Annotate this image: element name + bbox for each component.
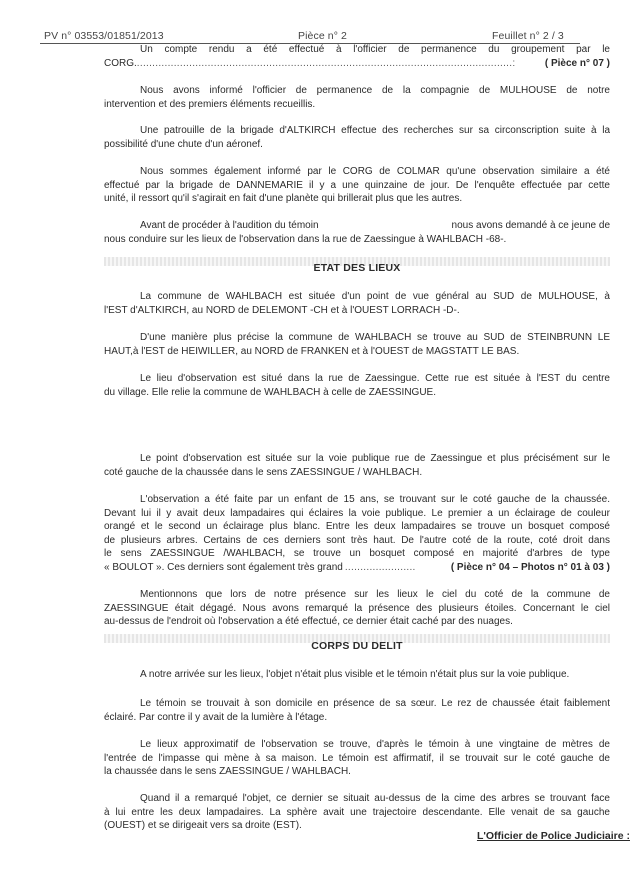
piece-reference: ( Pièce n° 07 )	[544, 57, 610, 69]
paragraph-point-observation	[104, 452, 610, 479]
sheet-number: Feuillet n° 2 / 3	[492, 30, 564, 42]
paragraph-objet-trajectoire	[104, 792, 610, 833]
text-line: à lui entre les deux lampadaires. La sphère avait une trajectoire descendante. Elle venait de sa gauche	[104, 806, 610, 818]
text-line: L'observation a été faite par un enfant de 15 ans, se trouvant sur le coté gauche de la chaussée.	[140, 494, 610, 505]
text-line: possibilité d'une chute d'un aéronef.	[104, 138, 263, 150]
text-line	[104, 219, 610, 233]
text-line: l'entrée de l'impasse qui mène à sa maison. Le témoin est affirmatif, il se trouvait sur le coté gauche de	[104, 752, 610, 764]
text-line: Le témoin se trouvait à son domicile en présence de sa sœur. Le rez de chaussée était faiblement	[140, 698, 610, 709]
text-line: Nous sommes également informé par le CORG de COLMAR qu'une observation similaire a été	[140, 166, 610, 177]
text-line: Devant lui il y avait deux lampadaires qui éclaires la voie publique. Le premier a un éclairage de couleur	[104, 507, 610, 519]
paragraph-commune-precise	[104, 331, 610, 358]
text-line: ZAESSINGUE était dégagé. Nous avons remarqué la présence des plusieurs étoiles. Concernant le ciel	[104, 602, 610, 614]
text-line: l'EST d'ALTKIRCH, au NORD de DELEMONT -CH et à l'OUEST LORRACH -D-.	[104, 304, 460, 316]
text-line: Le point d'observation est située sur la voie publique rue de Zaessingue et plus précisément sur le	[140, 453, 610, 464]
text-line: nous conduire sur les lieux de l'observation dans la rue de Zaessingue à WAHLBACH -68-.	[104, 233, 507, 245]
text-line: orangé et le second un éclairage plus blanc. Entre les deux lampadaires se trouve un bosquet composé	[104, 521, 610, 532]
text-line: coté gauche de la chaussée dans le sens ZAESSINGUE / WAHLBACH.	[104, 466, 423, 478]
text-fragment: « BOULOT ». Ces derniers sont également très grand	[104, 561, 343, 573]
paragraph-lieu-observation	[104, 372, 610, 399]
paragraph-patrouille	[104, 124, 610, 151]
pv-number: PV n° 03553/01851/2013	[44, 30, 164, 42]
leader-dots: .......................	[344, 561, 416, 573]
text-line: unité, il ressort qu'il s'agirait en fait d'une planète qui brillerait plus que les autres.	[104, 193, 463, 204]
text-line	[104, 561, 610, 575]
text-line: A notre arrivée sur les lieux, l'objet n'était plus visible et le témoin n'était plus sur la voie publique.	[140, 669, 570, 680]
text-line: la chaussée dans le sens ZAESSINGUE / WAHLBACH.	[104, 766, 351, 777]
text-line: (OUEST) et se dirigeait vers sa droite (EST).	[104, 820, 302, 831]
text-line: Le lieu d'observation est situé dans la rue de Zaessingue. Cette rue est située à l'EST du centre	[140, 373, 610, 384]
paragraph-observation-enfant	[104, 493, 610, 574]
text-line: Un compte rendu a été effectué à l'officier de permanence du groupement par le	[140, 44, 610, 55]
text-line: au-dessus de l'endroit où l'observation a été effectué, ce dernier était caché par des nuages.	[104, 616, 513, 627]
text-line: Mentionnons que lors de notre présence sur les lieux le ciel du coté de la commune de	[140, 589, 610, 600]
paragraph-corg-colmar	[104, 165, 610, 206]
text-line: Une patrouille de la brigade d'ALTKIRCH effectue des recherches sur sa circonscription suite à la	[140, 125, 610, 136]
paragraph-temoin-domicile	[104, 697, 610, 724]
text-fragment: nous avons demandé à ce jeune de	[451, 220, 610, 231]
text-line: Nous avons informé l'officier de permanence de la compagnie de MULHOUSE de notre	[140, 85, 610, 96]
text-line: HAUT,à l'EST de HEIWILLER, au NORD de FRANKEN et à l'OUEST de MAGSTATT LE BAS.	[104, 345, 520, 357]
paragraph-audition	[104, 219, 610, 246]
signature-label: L'Officier de Police Judiciaire :	[476, 830, 630, 842]
section-heading-corps-du-delit: CORPS DU DELIT	[311, 640, 403, 652]
text-line: effectué par la brigade de DANNEMARIE il y a une quinzaine de jour. De l'enquête effectuée par cette	[104, 179, 610, 191]
paragraph-ciel	[104, 588, 610, 629]
paragraph-lieux-approximatif	[104, 738, 610, 779]
section-heading-etat-des-lieux: ETAT DES LIEUX	[313, 262, 401, 274]
text-line: intervention et des premiers éléments recueillis.	[104, 98, 316, 110]
text-line: le sens ZAESSINGUE /WAHLBACH, se trouve un bosquet composé en majorité d'arbres de type	[104, 548, 610, 559]
piece-reference: ( Pièce n° 04 – Photos n° 01 à 03 )	[450, 561, 610, 573]
text-line: Quand il a remarqué l'objet, ce dernier se situait au-dessus de la cime des arbres se trouvant face	[140, 793, 610, 804]
text-line: La commune de WAHLBACH est située d'un point de vue général au SUD de MULHOUSE, à	[140, 291, 610, 302]
piece-number: Pièce n° 2	[298, 30, 347, 42]
text-fragment: CORG.	[104, 57, 137, 69]
text-fragment: Avant de procéder à l'audition du témoin	[140, 220, 319, 231]
paragraph-information-mulhouse	[104, 84, 610, 111]
paragraph-arrivee	[104, 668, 610, 682]
text-line	[104, 57, 610, 71]
text-line: du village. Elle relie la commune de WAHLBACH à celle de ZAESSINGUE.	[104, 386, 436, 398]
text-line: de plusieurs arbres. Certains de ces derniers sont très haut. De l'autre coté de la route, coté droit dans	[104, 534, 610, 546]
leader-dots: ..........................................................................................................................:	[136, 57, 516, 69]
text-line: D'une manière plus précise la commune de WAHLBACH se trouve au SUD de STEINBRUNN LE	[140, 332, 610, 343]
paragraph-commune-situation	[104, 290, 610, 317]
paragraph-compte-rendu	[104, 43, 610, 70]
text-line: éclairé. Par contre il y avait de la lumière à l'étage.	[104, 711, 328, 723]
text-line: Le lieux approximatif de l'observation se trouve, d'après le témoin à une vingtaine de mètres de	[140, 739, 610, 750]
